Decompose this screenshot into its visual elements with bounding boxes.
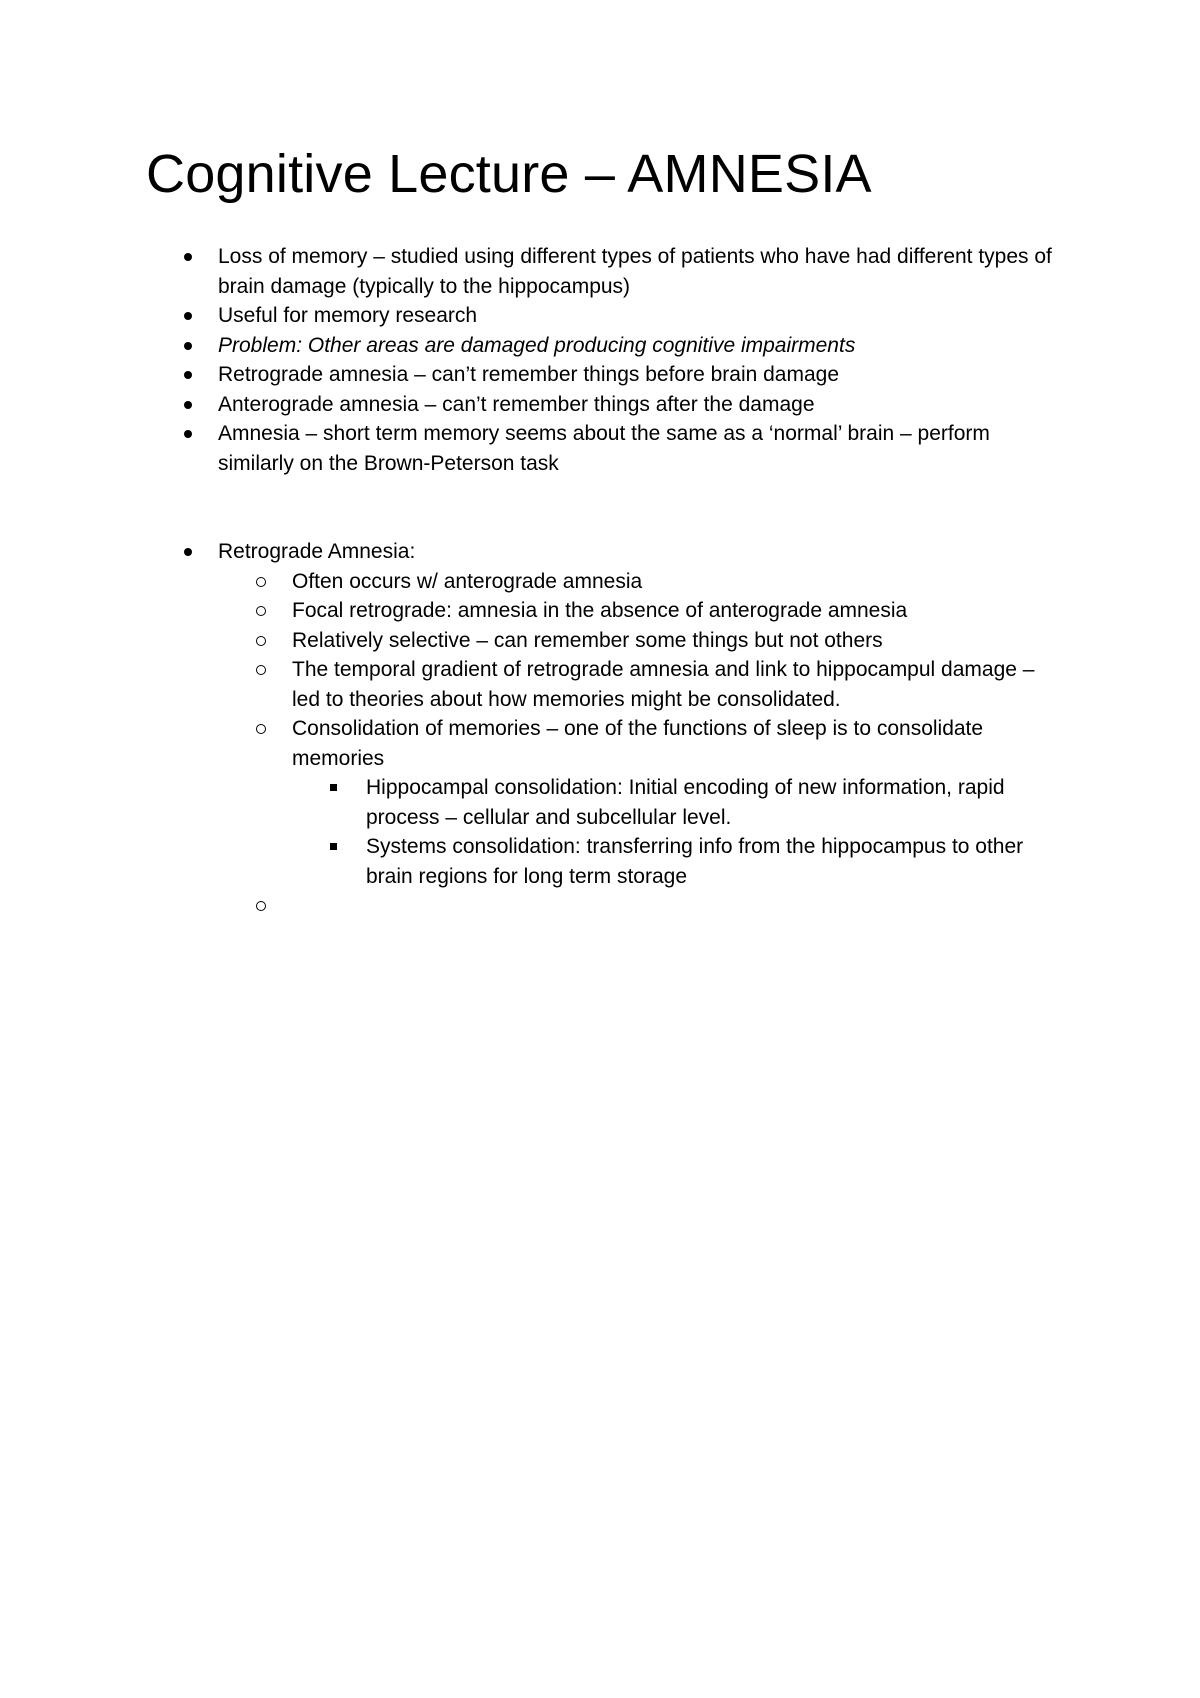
sub-list-item-text: Relatively selective – can remember some things but not others — [292, 628, 883, 652]
sub-list-item-text: Consolidation of memories – one of the functions of sleep is to consolidate memories — [292, 717, 984, 770]
list-item — [180, 390, 1060, 420]
sub-sub-list-item-text: Systems consolidation: transferring info from the hippocampus to other brain regions for long term storage — [366, 835, 1024, 888]
sub-sub-list-item — [292, 773, 1060, 832]
list-item-text: Problem: Other areas are damaged producing cognitive impairments — [218, 333, 856, 357]
list-item — [180, 537, 1060, 921]
list-item — [180, 360, 1060, 390]
page-title: Cognitive Lecture – AMNESIA — [146, 144, 872, 204]
list-item — [180, 242, 1060, 301]
sub-list-item-text: Focal retrograde: amnesia in the absence of anterograde amnesia — [292, 599, 908, 622]
list-item-text: Useful for memory research — [218, 304, 478, 327]
sub-sub-list-item — [292, 832, 1060, 891]
sub-list-retrograde — [218, 567, 1060, 921]
sub-list-item — [218, 655, 1060, 714]
sub-list-item-empty — [218, 891, 1060, 921]
list-item-text: Loss of memory – studied using different types of patients who have had different types of brain damage (typically to the hippocampus) — [218, 245, 1052, 298]
sub-list-item — [218, 626, 1060, 656]
section-heading: Retrograde Amnesia: — [218, 540, 416, 563]
list-item-text: Amnesia – short term memory seems about the same as a ‘normal’ brain – perform similarly on the Brown-Peterson task — [218, 422, 990, 475]
sub-list-item — [218, 567, 1060, 597]
list-item-text: Retrograde amnesia – can’t remember things before brain damage — [218, 363, 840, 386]
list-item — [180, 301, 1060, 331]
bullet-list-intro — [180, 242, 1060, 478]
list-item — [180, 331, 1060, 361]
list-item — [180, 419, 1060, 478]
sub-sub-list-consolidation — [292, 773, 1060, 891]
sub-list-item-text: The temporal gradient of retrograde amnesia and link to hippocampul damage – led to theories about how memories might be consolidated. — [292, 658, 1035, 711]
sub-sub-list-item-text: Hippocampal consolidation: Initial encoding of new information, rapid process – cellular and subcellular level. — [366, 776, 1005, 829]
sub-list-item — [218, 596, 1060, 626]
bullet-list-retrograde — [180, 537, 1060, 921]
sub-list-item-text: Often occurs w/ anterograde amnesia — [292, 569, 643, 593]
empty-line — [292, 891, 1060, 921]
list-item-text: Anterograde amnesia – can’t remember things after the damage — [218, 392, 815, 416]
sub-list-item — [218, 714, 1060, 891]
